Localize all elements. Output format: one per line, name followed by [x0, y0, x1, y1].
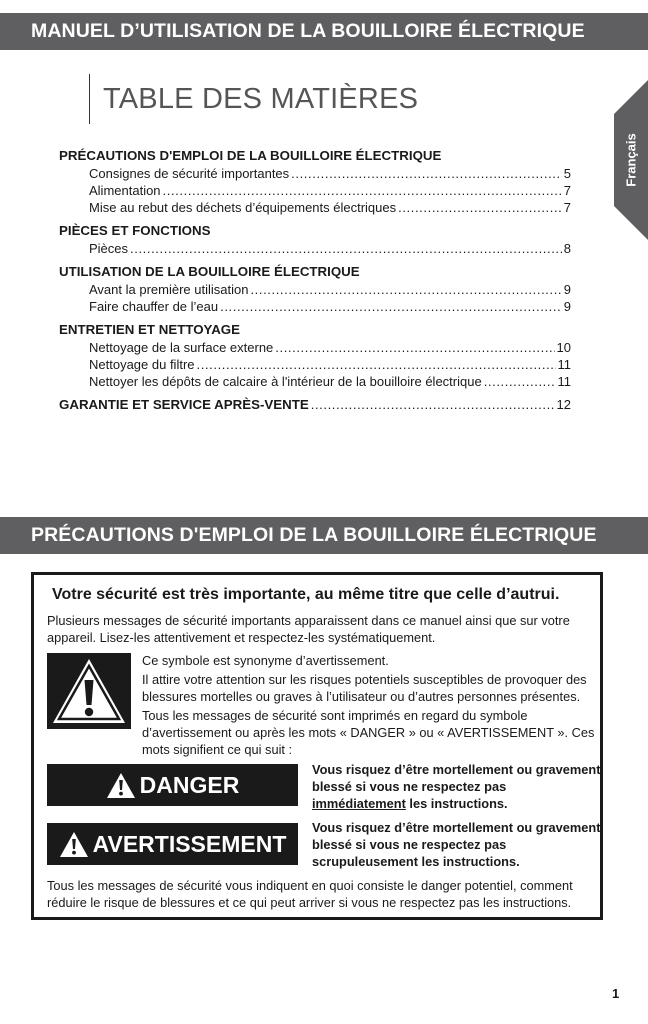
danger-text-part: Vous risquez d’être mortellement ou gravement blessé si vous ne respectez pas	[312, 762, 601, 794]
warning-description: Vous risquez d’être mortellement ou gravement blessé si vous ne respectez pas scrupuleusement les instructions.	[312, 820, 601, 869]
toc-entry[interactable]	[59, 240, 571, 257]
toc-entry[interactable]	[59, 165, 571, 182]
language-tab-label: Français	[623, 133, 639, 187]
toc-entry-label: Avant la première utilisation	[89, 282, 249, 297]
toc-section-title: PIÈCES ET FONCTIONS	[59, 223, 211, 238]
symbol-paragraph: Ce symbole est synonyme d’avertissement.	[142, 653, 389, 668]
toc-leader	[311, 396, 555, 413]
header-banner	[0, 13, 648, 50]
toc-entry-page: 9	[563, 282, 571, 297]
toc-leader	[291, 165, 562, 182]
toc-entry-page: 5	[563, 166, 571, 181]
toc-entry-label: Alimentation	[89, 183, 161, 198]
toc-section-title: ENTRETIEN ET NETTOYAGE	[59, 322, 241, 337]
toc-leader	[197, 356, 556, 373]
warning-label: AVERTISSEMENT	[92, 830, 287, 857]
section-banner	[0, 517, 648, 554]
toc-entry[interactable]	[59, 182, 571, 199]
toc-entry-page: 11	[557, 374, 571, 389]
toc-entry-page: 10	[556, 340, 571, 355]
toc-entry-page: 7	[563, 200, 571, 215]
section-banner-title: PRÉCAUTIONS D'EMPLOI DE LA BOUILLOIRE ÉLECTRIQUE	[31, 524, 597, 546]
toc-leader	[250, 281, 561, 298]
toc-entry[interactable]	[59, 396, 571, 413]
danger-label: DANGER	[139, 771, 240, 798]
danger-description	[312, 761, 602, 812]
warning-triangle-icon	[106, 772, 136, 799]
danger-text-emphasis: immédiatement	[312, 796, 406, 811]
header-title: MANUEL D’UTILISATION DE LA BOUILLOIRE ÉLECTRIQUE	[31, 20, 585, 42]
safety-footer: Tous les messages de sécurité vous indiquent en quoi consiste le danger potentiel, comment réduire le risque de blessures et ce qui peut arriver si vous ne respectez pas les instructions.	[47, 878, 573, 910]
toc-entry-page: 8	[563, 241, 571, 256]
toc-entry-label: Pièces	[89, 241, 129, 256]
toc-section-title: GARANTIE ET SERVICE APRÈS-VENTE	[59, 397, 309, 412]
toc-leader	[130, 240, 562, 257]
toc-entry-label: Consignes de sécurité importantes	[89, 166, 290, 181]
toc-leader	[275, 339, 554, 356]
toc-entry[interactable]	[59, 356, 571, 373]
safety-title: Votre sécurité est très importante, au même titre que celle d’autrui.	[52, 586, 560, 603]
toc-leader	[484, 373, 556, 390]
toc-entry[interactable]	[59, 373, 571, 390]
warning-triangle-icon	[59, 831, 89, 858]
danger-signal-box	[47, 764, 298, 806]
warning-triangle-icon	[47, 653, 131, 729]
toc-leader	[163, 182, 562, 199]
toc-entry-page: 9	[563, 299, 571, 314]
symbol-explanation	[142, 652, 597, 760]
safety-box	[31, 572, 603, 920]
symbol-paragraph: Tous les messages de sécurité sont imprimés en regard du symbole d’avertissement ou après les mots « DANGER » ou « AVERTISSEMENT ». Ces mots signifient ce qui suit :	[142, 708, 595, 757]
toc-entry-label: Nettoyer les dépôts de calcaire à l'intérieur de la bouilloire électrique	[89, 374, 482, 389]
toc-section-title: PRÉCAUTIONS D'EMPLOI DE LA BOUILLOIRE ÉLECTRIQUE	[59, 148, 442, 163]
toc-entry-label: Nettoyage du filtre	[89, 357, 195, 372]
toc-entry-page: 12	[556, 397, 571, 412]
toc-entry-page: 7	[563, 183, 571, 198]
toc-entry[interactable]	[59, 199, 571, 216]
danger-text-part: les instructions.	[405, 796, 508, 811]
toc-leader	[220, 298, 562, 315]
warning-signal-box	[47, 823, 298, 865]
toc-entry-page: 11	[557, 357, 571, 372]
toc-heading: TABLE DES MATIÈRES	[89, 74, 418, 124]
toc-entry-label: Faire chauffer de l’eau	[89, 299, 219, 314]
symbol-paragraph: Il attire votre attention sur les risques potentiels susceptibles de provoquer des blessures mortelles ou graves à l’utilisateur ou d’autres personnes présentes.	[142, 672, 587, 704]
toc-section-title: UTILISATION DE LA BOUILLOIRE ÉLECTRIQUE	[59, 264, 360, 279]
safety-intro: Plusieurs messages de sécurité importants apparaissent dans ce manuel ainsi que sur votre appareil. Lisez-les attentivement et respectez-les systématiquement.	[47, 613, 570, 645]
toc-entry[interactable]	[59, 281, 571, 298]
page-number: 1	[612, 986, 620, 1001]
toc-leader	[398, 199, 562, 216]
table-of-contents	[59, 147, 571, 413]
toc-entry-label: Mise au rebut des déchets d’équipements électriques	[89, 200, 397, 215]
toc-entry-label: Nettoyage de la surface externe	[89, 340, 274, 355]
toc-entry[interactable]	[59, 298, 571, 315]
toc-entry[interactable]	[59, 339, 571, 356]
